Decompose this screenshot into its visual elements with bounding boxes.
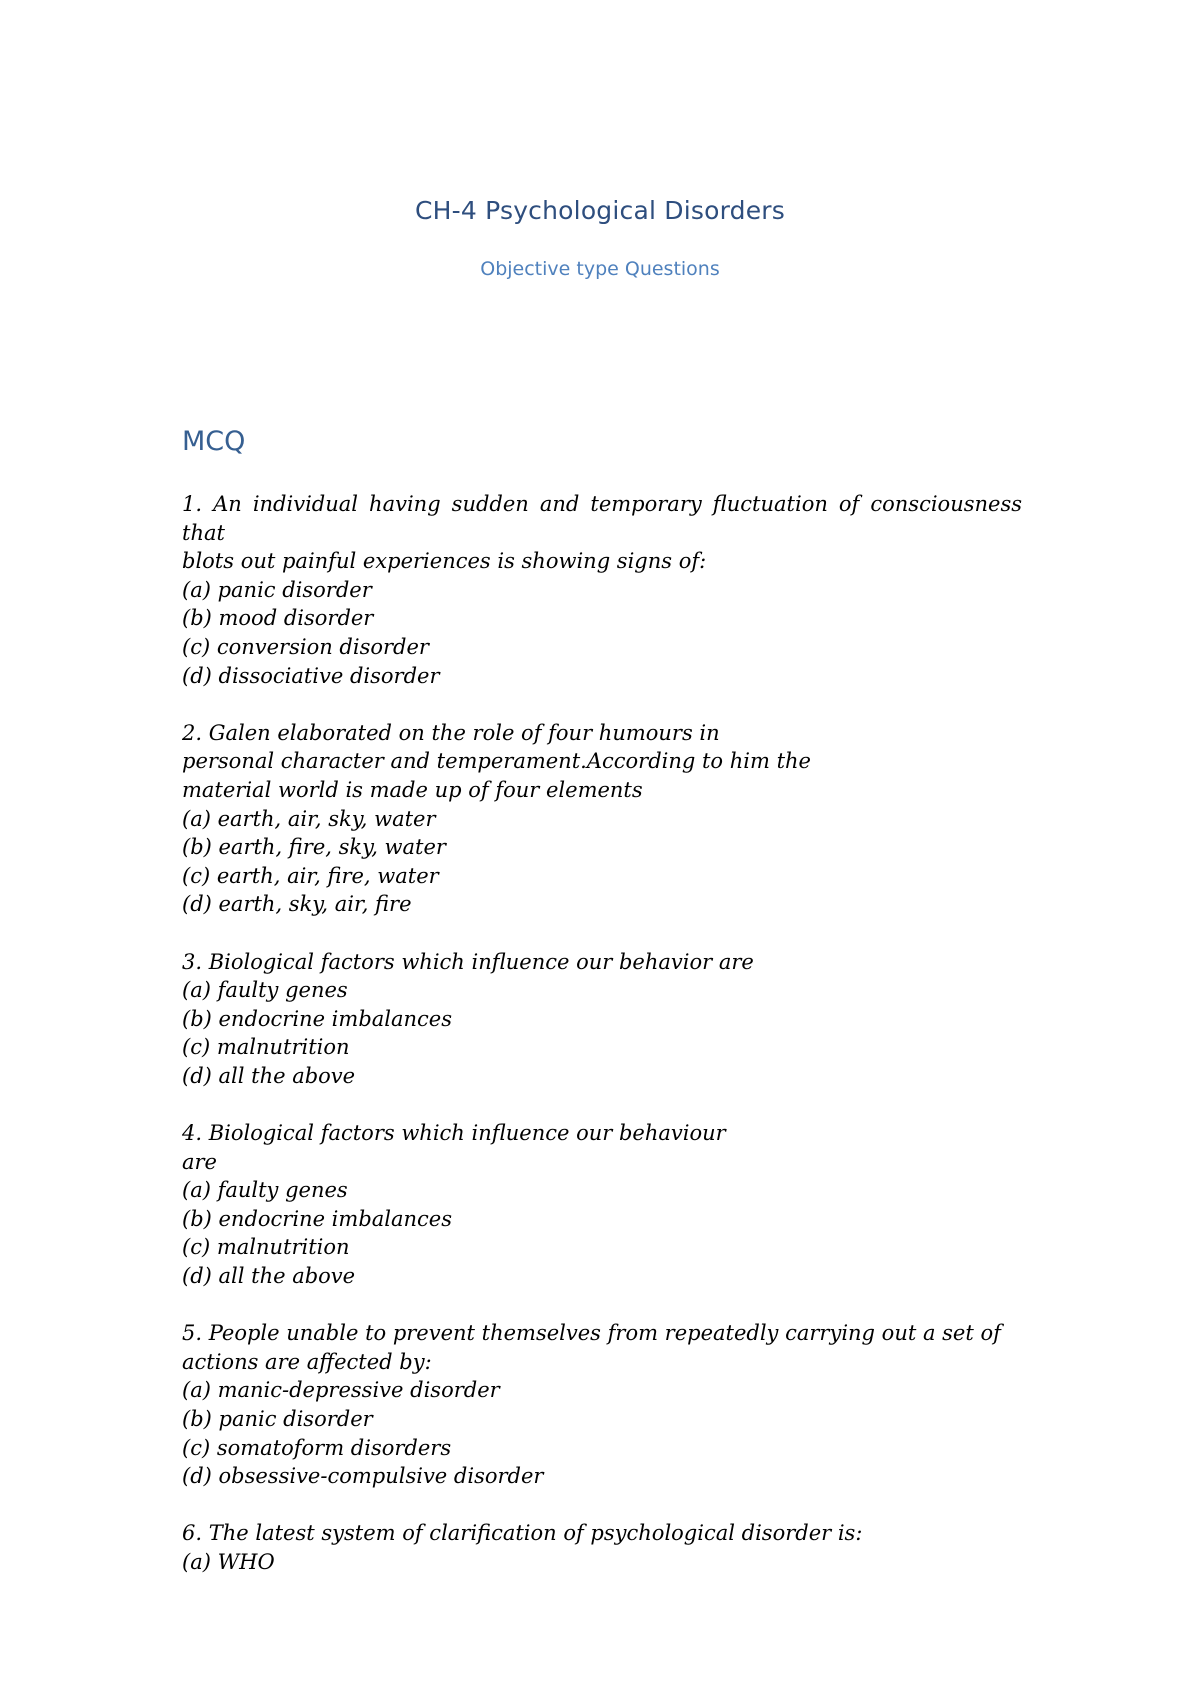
answer-option: (c) malnutrition [182, 1235, 350, 1260]
answer-option: (b) panic disorder [182, 1407, 373, 1431]
answer-option: (c) earth, air, fire, water [182, 863, 439, 888]
question-3 [182, 948, 1022, 1091]
answer-option: (a) panic disorder [182, 577, 372, 602]
document-subtitle: Objective type Questions [480, 258, 720, 280]
question-4 [182, 1119, 1022, 1291]
document-title: CH-4 Psychological Disorders [415, 196, 785, 225]
answer-option: (a) manic-depressive disorder [182, 1378, 500, 1403]
question-text-line: 1. An individual having sudden and temporary fluctuation of consciousness that [182, 492, 1022, 545]
question-text-line: material world is made up of four elements [182, 777, 643, 802]
question-text-line: 2. Galen elaborated on the role of four humours in [182, 720, 720, 745]
question-text-line: actions are affected by: [182, 1349, 432, 1374]
question-text-line: 6. The latest system of clarification of psychological disorder is: [182, 1521, 863, 1546]
question-1 [182, 490, 1022, 690]
question-5 [182, 1319, 1022, 1491]
answer-option: (a) earth, air, sky, water [182, 806, 436, 831]
question-text-line: 4. Biological factors which influence our behaviour [182, 1121, 726, 1146]
answer-option: (b) endocrine imbalances [182, 1206, 453, 1231]
answer-option: (d) all the above [182, 1264, 356, 1289]
answer-option: (b) endocrine imbalances [182, 1006, 453, 1031]
answer-option: (b) mood disorder [182, 606, 374, 631]
question-text-line: 3. Biological factors which influence our behavior are [182, 949, 754, 974]
answer-option: (d) obsessive-compulsive disorder [182, 1464, 544, 1489]
question-2 [182, 719, 1022, 919]
answer-option: (d) all the above [182, 1063, 356, 1088]
section-heading-mcq: MCQ [182, 426, 246, 457]
question-text-line: are [182, 1149, 217, 1174]
question-text-line: 5. People unable to prevent themselves from repeatedly carrying out a set of [182, 1321, 1001, 1346]
question-text-line: personal character and temperament.According to him the [182, 749, 811, 774]
answer-option: (b) earth, fire, sky, water [182, 835, 446, 860]
answer-option: (c) conversion disorder [182, 634, 429, 659]
answer-option: (d) earth, sky, air, fire [182, 892, 412, 917]
question-text-line: blots out painful experiences is showing signs of: [182, 549, 707, 574]
answer-option: (a) faulty genes [182, 1178, 348, 1203]
answer-option: (a) faulty genes [182, 978, 348, 1003]
question-6 [182, 1519, 1022, 1576]
question-list [182, 490, 1022, 1605]
answer-option: (a) WHO [182, 1549, 275, 1574]
answer-option: (c) malnutrition [182, 1035, 350, 1060]
answer-option: (c) somatoform disorders [182, 1435, 452, 1460]
answer-option: (d) dissociative disorder [182, 663, 440, 688]
